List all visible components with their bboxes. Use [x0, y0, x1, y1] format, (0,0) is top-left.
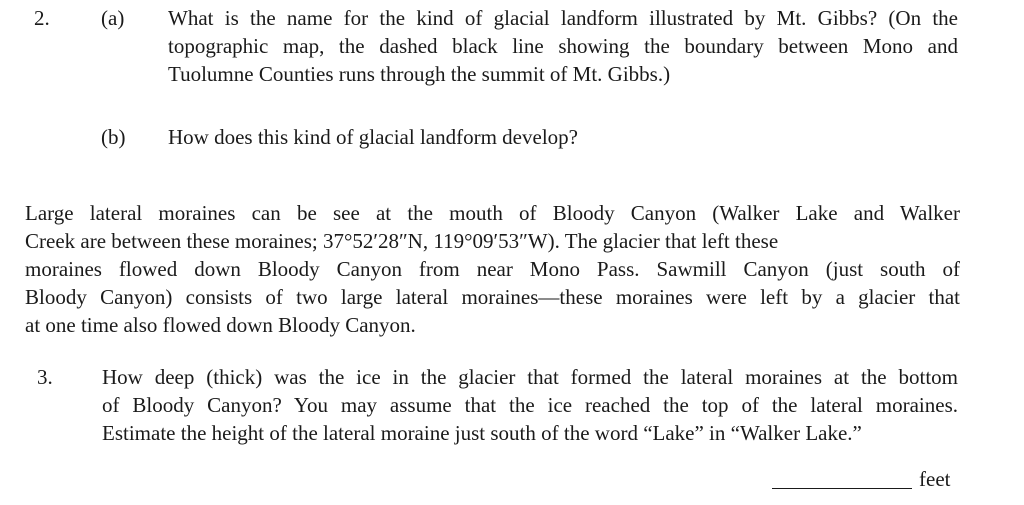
answer-blank[interactable] — [772, 464, 912, 489]
moraine-paragraph — [25, 199, 960, 339]
paragraph-line: Large lateral moraines can be see at the mouth of Bloody Canyon (Walker Lake and Walker — [25, 201, 960, 225]
question-3-number: 3. — [37, 365, 53, 389]
paragraph-line: at one time also flowed down Bloody Canyon. — [25, 313, 416, 337]
paragraph-line: Bloody Canyon) consists of two large lateral moraines—these moraines were left by a glacier that — [25, 285, 960, 309]
question-2a-label: (a) — [101, 6, 125, 30]
question-3-line: How deep (thick) was the ice in the glacier that formed the lateral moraines at the bottom — [102, 365, 958, 389]
question-3-line: Estimate the height of the lateral moraine just south of the word “Lake” in “Walker Lake.” — [102, 421, 862, 445]
question-2a-text — [168, 4, 958, 88]
question-2a-line: Tuolumne Counties runs through the summit of Mt. Gibbs.) — [168, 62, 671, 86]
question-2a-line: What is the name for the kind of glacial landform illustrated by Mt. Gibbs? (On the — [168, 6, 958, 30]
question-2b-text: How does this kind of glacial landform develop? — [168, 125, 578, 149]
paragraph-line: moraines flowed down Bloody Canyon from near Mono Pass. Sawmill Canyon (just south of — [25, 257, 960, 281]
paragraph-line: Creek are between these moraines; 37°52′28″N, 119°09′53″W). The glacier that left these — [25, 229, 779, 253]
question-2-number: 2. — [34, 6, 50, 30]
question-2b-label: (b) — [101, 125, 126, 149]
question-2a-line: topographic map, the dashed black line showing the boundary between Mono and — [168, 34, 958, 58]
question-3-text — [102, 363, 958, 447]
answer-unit-label: feet — [919, 467, 951, 491]
question-3-line: of Bloody Canyon? You may assume that the ice reached the top of the lateral moraines. — [102, 393, 958, 417]
